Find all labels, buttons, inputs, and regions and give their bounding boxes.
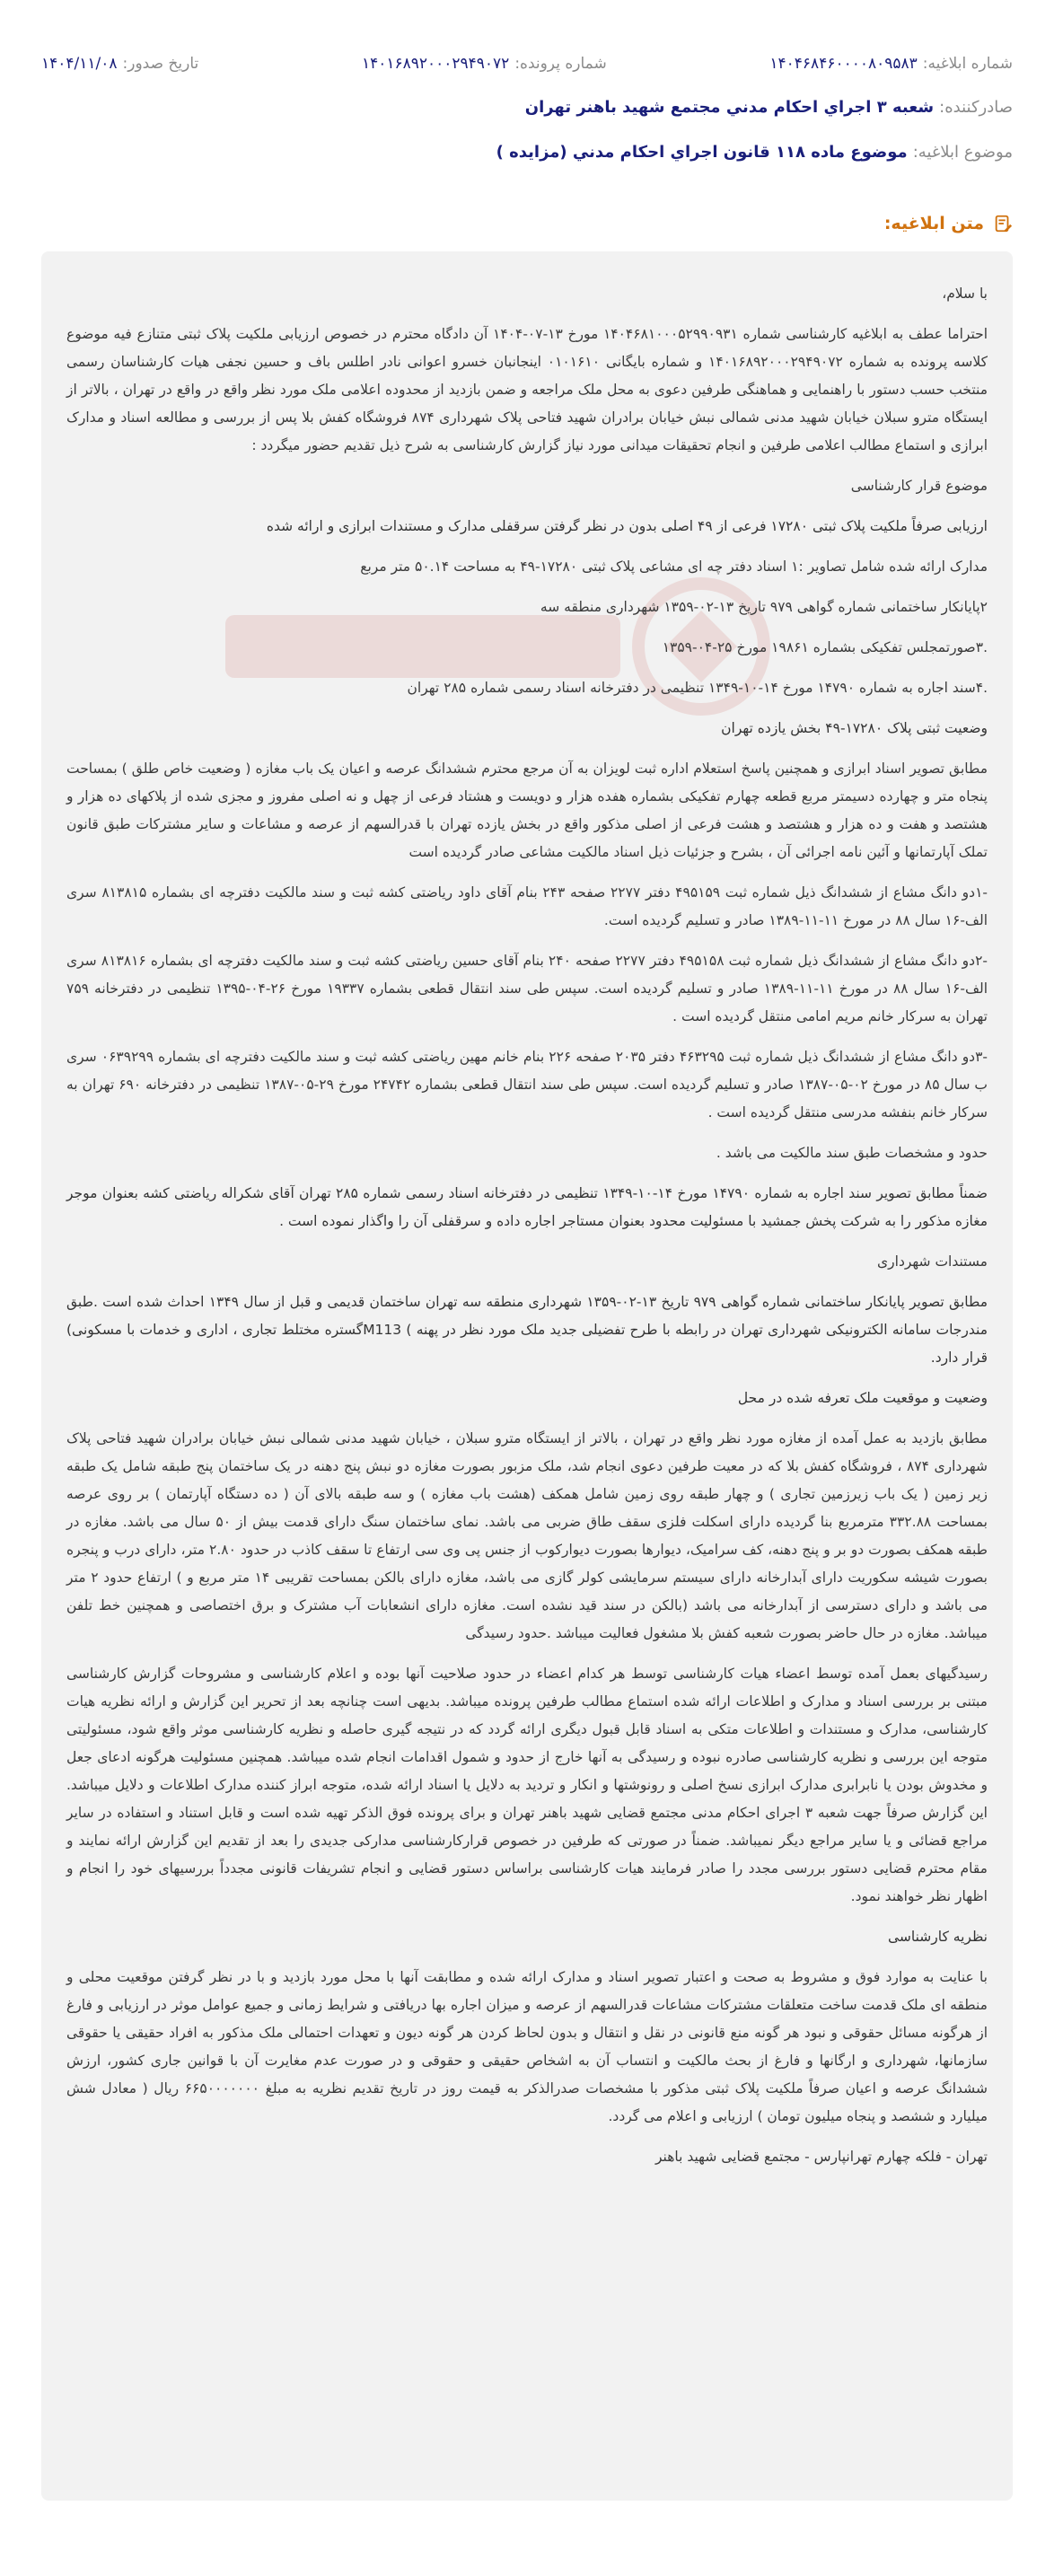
paragraph: مطابق تصویر اسناد ابرازی و همچنین پاسخ استعلام اداره ثبت لویزان به آن مرجع محترم ششدانگ عرصه و اعیان یک باب مغازه ( وضعیت خاص طلق ) بمساحت پنجاه متر و چهارده دسیمتر مربع قطعه چهارم تفکیکی بشماره هفده هزار و دویست و هشتاد فرعی از چهل و نه اصلی مفروز و مجزی شده از پلاکهای ده هزار و هشتصد و هفت و ده هزار و هشتصد و هشت فرعی از اصلی مذکور واقع در بخش یازده تهران با قدرالسهم از عرصه و مشاعات و سایر مشترکات طبق قانون تملک آپارتمانها و آئین نامه اجرائی آن ، بشرح و جزئیات ذیل اسناد مالکیت مشاعی صادر گردیده است	[66, 760, 988, 860]
paragraph: -۱دو دانگ مشاع از ششدانگ ذیل شماره ثبت ۴۹۵۱۵۹ دفتر ۲۲۷۷ صفحه ۲۴۳ بنام آقای داود ریاضتی کشه ثبت و سند مالکیت دفترچه ای بشماره ۸۱۳۸۱۵ سری الف-۱۶ سال ۸۸ در مورخ ۱۱-۱۱-۱۳۸۹ صادر و تسلیم گردیده است.	[66, 884, 988, 928]
case-number-value: ۱۴۰۱۶۸۹۲۰۰۰۲۹۴۹۰۷۲	[361, 55, 510, 73]
case-number	[362, 55, 607, 73]
paragraph: تهران - فلکه چهارم تهرانپارس - مجتمع قضایی شهید باهنر	[655, 2149, 988, 2165]
note-icon	[993, 214, 1013, 233]
issue-date	[41, 55, 198, 73]
section-title	[41, 203, 1013, 244]
paragraph: با عنایت به موارد فوق و مشروط به صحت و اعتبار تصویر اسناد و مدارک ارائه شده و مطابقت آنها با محل مورد بازدید و با در نظر گرفتن موقعیت محلی و منطقه ای ملک قدمت ساخت متعلقات مشترکات مشاعات قدرالسهم از عرصه و میزان اجاره بها دریافتی و شرایط زمانی و جمیع عوامل موثر در ارزیابی و فارغ از هرگونه مسائل حقوقی و نبود هر گونه منع قانونی در نقل و انتقال و بدون لحاظ کردن هر گونه دیون و تعهدات احتمالی ملک مذکور به افراد حقیقی یا حقوقی سازمانها، شهرداری و ارگانها و فارغ از بحث مالکیت و انتساب آن به اشخاص حقیقی و حقوقی و در صورت عدم مغایرت آن با قوانین جاری کشور، ارزش ششدانگ عرصه و اعیان صرفاً ملکیت پلاک ثبتی مذکور با مشخصات صدرالذکر به قیمت روز در تاریخ تقدیم نظریه به مبلغ ۶۶۵۰۰۰۰۰۰۰ ریال ( معادل شش میلیارد و ششصد و پنجاه میلیون تومان ) ارزیابی و اعلام می گردد.	[66, 1969, 988, 2124]
section-heading: وضعیت و موقعیت ملک تعرفه شده در محل	[737, 1390, 988, 1406]
notice-number-label: شماره ابلاغیه:	[922, 55, 1013, 73]
subject-line	[41, 129, 1013, 174]
section-title-text: متن ابلاغیه:	[883, 214, 984, 233]
paragraph: احتراما عطف به ابلاغیه کارشناسی شماره ۱۴۰۴۶۸۱۰۰۰۵۲۹۹۰۹۳۱ مورخ ۱۳-۰۷-۱۴۰۴ آن دادگاه محترم در خصوص ارزیابی ملکیت پلاک ثبتی متنازع فیه موضوع کلاسه پرونده به شماره ۱۴۰۱۶۸۹۲۰۰۰۲۹۴۹۰۷۲ و شماره بایگانی ۰۱۰۱۶۱۰ اینجانبان خسرو اعوانی نادر اطلس باف و حسین نجفی هیات کارشناسان رسمی منتخب حسب دستور با راهنمایی و هماهنگی طرفین دعوی به محل ملک مراجعه و ضمن بازدید از محدوده اعلامی ملک مورد نظر واقع در واقع در تهران ، بالاتر از ایستگاه مترو سبلان خیابان شهید مدنی شمالی نبش خیابان برادران شهید فتاحی پلاک شهرداری ۸۷۴ فروشگاه کفش بلا پس از بررسی و مطالعه اسناد و مدارک ابرازی و استماع مطالب اعلامی طرفین و انجام تحقیقات میدانی مورد نیاز گزارش کارشناسی به شرح ذیل تقدیم حضور میگردد :	[66, 326, 988, 453]
issuer-line	[41, 84, 1013, 129]
paragraph-list	[66, 280, 988, 2171]
case-number-label: شماره پرونده:	[514, 55, 607, 73]
issuer-label: صادرکننده:	[939, 97, 1013, 117]
paragraph: با سلام،	[942, 286, 988, 302]
paragraph: -۳دو دانگ مشاع از ششدانگ ذیل شماره ثبت ۴۶۳۲۹۵ دفتر ۲۰۳۵ صفحه ۲۲۶ بنام خانم مهین ریاضتی کشه ثبت و سند مالکیت دفترچه ای بشماره ۰۶۳۹۲۹۹ سری ب سال ۸۵ در مورخ ۰۲-۰۵-۱۳۸۷ صادر و تسلیم گردیده است. سپس طی سند انتقال قطعی بشماره ۲۴۷۴۲ مورخ ۲۹-۰۵-۱۳۸۷ تنظیمی در دفترخانه ۶۹۰ تهران به سرکار خانم بنفشه مدرسی منتقل گردیده است .	[66, 1049, 988, 1121]
issue-date-label: تاریخ صدور:	[122, 55, 199, 73]
notice-body	[41, 251, 1013, 2501]
paragraph: .۳صورتمجلس تفکیکی بشماره ۱۹۸۶۱ مورخ ۲۵-۰۴-۱۳۵۹	[662, 639, 988, 655]
issue-date-value: ۱۴۰۴/۱۱/۰۸	[41, 55, 118, 73]
paragraph: مستندات شهرداری	[877, 1253, 988, 1270]
paragraph: مطابق بازدید به عمل آمده از مغازه مورد نظر واقع در تهران ، بالاتر از ایستگاه مترو سبلان ، خیابان شهید مدنی شمالی نبش خیابان برادران شهید فتاحی پلاک شهرداری ۸۷۴ ، فروشگاه کفش بلا که در معیت طرفین دعوی انجام شد، ملک مزبور بصورت مغازه دو نبش پنج دهنه در یک ساختمان پنج طبقه شامل یک طبقه زیر زمین ( یک باب زیرزمین تجاری ) و چهار طبقه روی زمین شامل همکف (هشت باب مغازه ) و سه طبقه بالای آن ( ده دستگاه آپارتمان ) بر روی عرصه بمساحت ۳۳۲.۸۸ مترمربع بنا گردیده دارای اسکلت فلزی سقف طاق ضربی می باشد. نمای ساختمان سنگ دارای قدمت بیش از ۵۰ سال می باشد. مغازه در طبقه همکف بصورت دو بر و پنج دهنه، کف سرامیک، دیوارها بصورت دیوارکوب از جنس پی وی سی ارتفاع تا سقف کاذب در حدود ۲.۸۰ متر، دارای درب و پنجره بصورت شیشه سکوریت دارای آبدارخانه دارای سیستم سرمایشی کولر گازی می باشد، مغازه دارای بالکن بمساحت تقریبی ۱۴ متر مربع و ) ارتفاع حدود ۲ متر می باشد و دارای دسترسی از آبدارخانه می باشد (بالکن در سند قید نشده است. مغازه دارای انشعابات آب مشترک و برق اختصاصی و همچنین خط تلفن میباشد. مغازه در حال حاضر بصورت شعبه کفش بلا مشغول فعالیت میباشد .حدود رسیدگی	[66, 1430, 988, 1641]
section-heading: مطابق تصویر پایانکار ساختمانی شماره گواهی ۹۷۹ تاریخ ۱۳-۰۲-۱۳۵۹ شهرداری منطقه سه تهران ساختمان قدیمی و قبل از سال ۱۳۴۹ احداث شده است .طبق مندرجات سامانه الکترونیکی شهرداری تهران در رابطه با طرح تفضیلی جدید ملک مورد نظر در پهنه ) M113گستره مختلط تجاری ، اداری و خدمات با مسکونی) قرار دارد.	[66, 1294, 988, 1366]
paragraph: -۲دو دانگ مشاع از ششدانگ ذیل شماره ثبت ۴۹۵۱۵۸ دفتر ۲۲۷۷ صفحه ۲۴۰ بنام آقای حسین ریاضتی کشه ثبت و سند مالکیت دفترچه ای بشماره ۸۱۳۸۱۶ سری الف-۱۶ سال ۸۸ در مورخ ۱۱-۱۱-۱۳۸۹ صادر و تسلیم گردیده است. سپس طی سند انتقال قطعی بشماره ۱۹۳۳۷ مورخ ۲۶-۰۴-۱۳۹۵ تنظیمی در دفترخانه ۷۵۹ تهران به سرکار خانم مریم امامی منتقل گردیده است .	[66, 953, 988, 1024]
subject-value: موضوع ماده ۱۱۸ قانون اجراي احكام مدني (مزايده )	[496, 142, 908, 162]
paragraph: .۴سند اجاره به شماره ۱۴۷۹۰ مورخ ۱۴-۱۰-۱۳۴۹ تنظیمی در دفترخانه اسناد رسمی شماره ۲۸۵ تهران	[407, 680, 988, 696]
notice-header	[0, 0, 1054, 244]
section-heading: وضعیت ثبتی پلاک ۱۷۲۸۰-۴۹ بخش یازده تهران	[721, 720, 988, 736]
section-heading: نظریه کارشناسی	[887, 1929, 988, 1945]
paragraph: ۲پایانکار ساختمانی شماره گواهی ۹۷۹ تاریخ ۱۳-۰۲-۱۳۵۹ شهرداری منطقه سه	[540, 599, 988, 615]
notice-number	[769, 55, 1013, 73]
notice-meta-row	[41, 43, 1013, 84]
paragraph: موضوع قرار کارشناسی	[850, 478, 988, 494]
notice-number-value: ۱۴۰۴۶۸۴۶۰۰۰۰۸۰۹۵۸۳	[769, 55, 918, 73]
section-heading: ارزیابی صرفاً ملکیت پلاک ثبتی ۱۷۲۸۰ فرعی از ۴۹ اصلی بدون در نظر گرفتن سرقفلی مدارک و مستندات ابرازی و ارائه شده	[266, 518, 988, 534]
paragraph: حدود و مشخصات طبق سند مالکیت می باشد .	[716, 1145, 988, 1161]
paragraph: رسیدگیهای بعمل آمده توسط اعضاء هیات کارشناسی توسط هر کدام اعضاء در حدود صلاحیت آنها بوده و اعلام کارشناسی و مشروحات گزارش کارشناسی مبتنی بر بررسی اسناد و مدارک و اطلاعات ارائه شده استماع مطالب طرفین پرونده میباشد. بدیهی است چنانچه بعد از تحریر این گزارش و ارائه نظریه هیات کارشناسی، مدارک و مستندات و اطلاعات متکی به اسناد قابل قبول دیگری ارائه گردد که در نتیجه گیری حاصله و نظریه کارشناسی موثر واقع شود، مسئولیتی متوجه این بررسی و نظریه کارشناسی صادره نبوده و رسیدگی به آنها خارج از حدود و شمول اقدامات انجام شده میباشد. همچنین مسئولیت هرگونه ادعای جعل و مخدوش بودن یا نابرابری مدارک ابرازی نسخ اصلی و رونوشتها و انکار و تردید به دلایل یا اسناد ارائه شده، متوجه ابراز کننده مدارک اطلاعات و دلایل میباشد. این گزارش صرفاً جهت شعبه ۳ اجرای احکام مدنی مجتمع قضایی شهید باهنر تهران و برای پرونده فوق الذکر تهیه شده است و قابل استناد و استفاده در سایر مراجع قضائی و یا سایر مراجع دیگر نمیباشد. ضمناً در صورتی که طرفین در خصوص قرارکارشناسی مدارکی جدیدی را بعد از تقدیم این گزارش ارائه نمایند و مقام محترم قضایی دستور بررسی مجدد را صادر فرمایند هیات کارشناسی براساس دستور قضایی و انجام تشریفات قانونی مجدداً بررسیهای خود را انجام و اظهار نظر خواهند نمود.	[66, 1666, 988, 1904]
issuer-value: شعبه ۳ اجراي احكام مدني مجتمع شهيد باهنر تهران	[524, 97, 935, 117]
section-heading: ضمناً مطابق تصویر سند اجاره به شماره ۱۴۷۹۰ مورخ ۱۴-۱۰-۱۳۴۹ تنظیمی در دفترخانه اسناد رسمی شماره ۲۸۵ تهران آقای شکراله ریاضتی کشه بعنوان موجر مغازه مذکور را به شرکت پخش جمشید با مسئولیت محدود بعنوان مستاجر اجاره داده و سرقفلی آن را واگذار نموده است .	[66, 1185, 988, 1229]
subject-label: موضوع ابلاغیه:	[912, 142, 1013, 162]
paragraph: مدارک ارائه شده شامل تصاویر :۱ اسناد دفتر چه ای مشاعی پلاک ثبتی ۱۷۲۸۰-۴۹ به مساحت ۵۰.۱۴ متر مربع	[360, 558, 988, 575]
